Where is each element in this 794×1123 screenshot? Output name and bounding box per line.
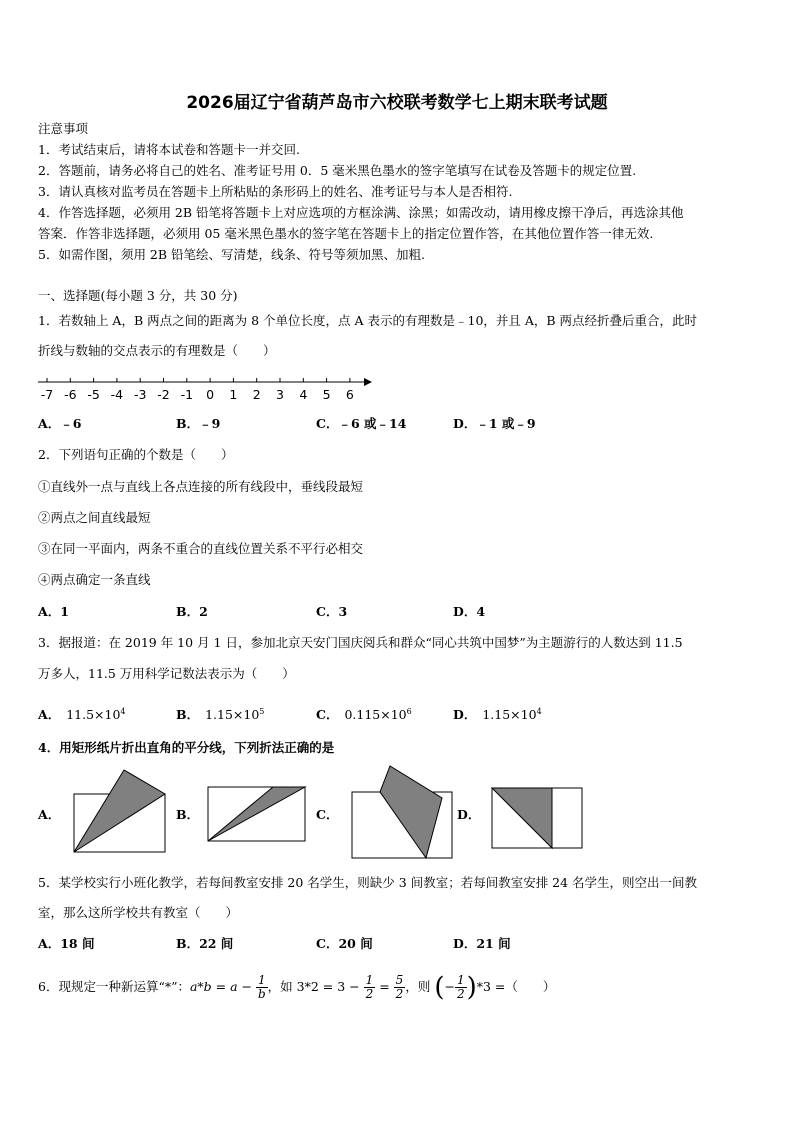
q3-option-c[interactable]: C． $0.115\times 10^6$ [316, 707, 412, 722]
number-line-label: -4 [110, 387, 124, 402]
q2-statement-2: ②两点之间直线最短 [38, 510, 151, 525]
q4-figure-a [70, 768, 170, 860]
q1-number-line [0, 0, 794, 420]
q1-stem-line1: 1．若数轴上 A，B 两点之间的距离为 8 个单位长度，点 A 表示的有理数是﹣10，并且 A，B 两点经折叠后重合，此时 [38, 313, 698, 328]
q5-option-a[interactable]: A．18 间 [38, 936, 95, 951]
q2-option-a[interactable]: A．1 [38, 604, 69, 619]
q6-stem: 6．现规定一种新运算“*”：a*b = a − $\frac{1}{b}$ ，如 3*2 = 3 − $\frac{1}{2}$ = $\frac{5}{2}$ ，则 (− $\frac{1}{2}$ )*3 =（ ） [38, 972, 556, 1003]
q1-option-b[interactable]: B．﹣9 [176, 416, 221, 431]
q2-option-d[interactable]: D．4 [453, 604, 486, 619]
q4-figure-c [348, 762, 458, 862]
q1-option-d[interactable]: D．﹣1 或﹣9 [453, 416, 536, 431]
number-line-label: 5 [322, 387, 331, 402]
q5-stem-line1: 5．某学校实行小班化教学，若每间教室安排 20 名学生，则缺少 3 间教室；若每间教室安排 24 名学生，则空出一间教 [38, 875, 698, 890]
q2-statement-1: ①直线外一点与直线上各点连接的所有线段中，垂线段最短 [38, 479, 364, 494]
q6-fraction-operand: $\frac{1}{2}$ [456, 973, 465, 1001]
q4-label-d[interactable]: D． [457, 807, 481, 822]
q5-option-c[interactable]: C．20 间 [316, 936, 373, 951]
q2-option-c[interactable]: C．3 [316, 604, 348, 619]
number-line-label: 6 [345, 387, 354, 402]
q4-stem: 4．用矩形纸片折出直角的平分线，下列折法正确的是 [38, 740, 335, 755]
number-line-label: 1 [229, 387, 238, 402]
number-line-label: 2 [252, 387, 261, 402]
q3-option-a[interactable]: A． $11.5\times 10^4$ [38, 707, 126, 722]
notice-item-4: 4．作答选择题，必须用 2B 铅笔将答题卡上对应选项的方框涂满、涂黑；如需改动，请用橡皮擦干净后，再选涂其他 [38, 205, 684, 220]
q1-stem-line2: 折线与数轴的交点表示的有理数是（ ） [38, 343, 276, 358]
q2-option-b[interactable]: B．2 [176, 604, 208, 619]
q5-stem-line2: 室，那么这所学校共有教室（ ） [38, 905, 239, 920]
q4-figure-b [205, 784, 310, 844]
number-line-label: -6 [64, 387, 77, 402]
notice-item-5: 5．如需作图，须用 2B 铅笔绘、写清楚，线条、符号等须加黑、加粗. [38, 247, 426, 262]
q6-fraction-result: $\frac{5}{2}$ [395, 973, 404, 1001]
q5-option-d[interactable]: D．21 间 [453, 936, 511, 951]
number-line-label: 0 [206, 387, 215, 402]
q6-fraction-example: $\frac{1}{2}$ [365, 973, 374, 1001]
page-title: 2026届辽宁省葫芦岛市六校联考数学七上期末联考试题 [186, 93, 608, 113]
q3-option-d[interactable]: D． $1.15\times 10^4$ [453, 707, 542, 722]
number-line-label: -3 [133, 387, 147, 402]
q2-statement-4: ④两点确定一条直线 [38, 572, 151, 587]
number-line-label: 4 [299, 387, 308, 402]
q6-fraction-def: $\frac{1}{b}$ [257, 973, 266, 1001]
q3-stem-line2: 万多人，11.5 万用科学记数法表示为（ ） [38, 666, 295, 681]
q4-label-b[interactable]: B． [176, 807, 200, 822]
notice-item-1: 1．考试结束后，请将本试卷和答题卡一并交回. [38, 142, 300, 157]
q3-stem-line1: 3．据报道：在 2019 年 10 月 1 日，参加北京天安门国庆阅兵和群众“同心共筑中国梦”为主题游行的人数达到 11.5 [38, 635, 683, 650]
q4-figure-d [488, 784, 588, 850]
q3-option-b[interactable]: B． $1.15\times 10^5$ [176, 707, 265, 722]
q4-label-c[interactable]: C． [316, 807, 339, 822]
q1-option-c[interactable]: C．﹣6 或﹣14 [316, 416, 407, 431]
q5-option-b[interactable]: B．22 间 [176, 936, 234, 951]
number-line-label: 3 [276, 387, 284, 402]
notice-heading: 注意事项 [38, 121, 89, 136]
number-line-label: -7 [40, 387, 54, 402]
number-line-label: -5 [87, 387, 100, 402]
notice-item-2: 2．答题前，请务必将自己的姓名、准考证号用 0．5 毫米黑色墨水的签字笔填写在试卷及答题卡的规定位置. [38, 163, 637, 178]
notice-item-3: 3．请认真核对监考员在答题卡上所粘贴的条形码上的姓名、准考证号与本人是否相符. [38, 184, 513, 199]
number-line-label: -1 [180, 387, 194, 402]
q2-stem: 2．下列语句正确的个数是（ ） [38, 447, 234, 462]
q4-label-a[interactable]: A． [38, 807, 61, 822]
q1-option-a[interactable]: A．﹣6 [38, 416, 82, 431]
q2-statement-3: ③在同一平面内，两条不重合的直线位置关系不平行必相交 [38, 541, 364, 556]
number-line-label: -2 [157, 387, 170, 402]
section-heading: 一、选择题(每小题 3 分，共 30 分) [38, 288, 238, 303]
notice-item-4-cont: 答案．作答非选择题，必须用 05 毫米黑色墨水的签字笔在答题卡上的指定位置作答，在其他位置作答一律无效. [38, 226, 654, 241]
